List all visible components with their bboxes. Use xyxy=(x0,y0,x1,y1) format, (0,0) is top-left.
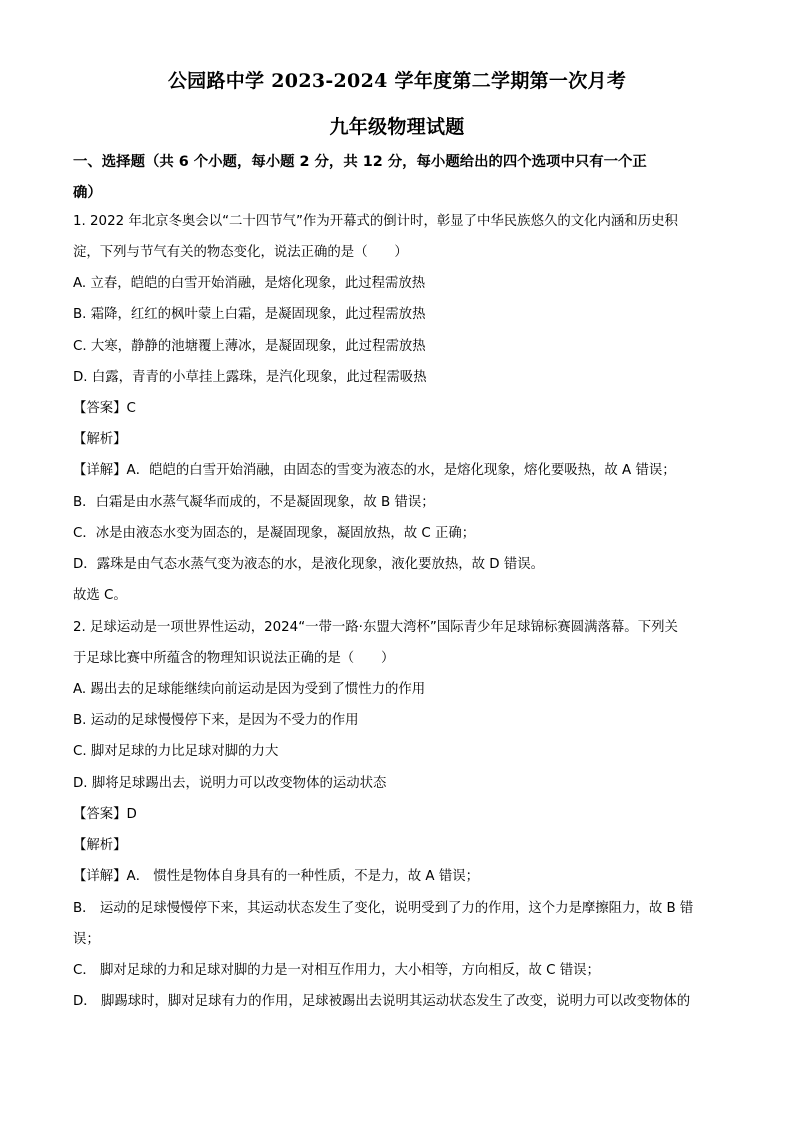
question-1-option-c: C. 大寒，静静的池塘覆上薄冰，是凝固现象，此过程需放热 xyxy=(73,339,426,354)
question-2-detail-line: B． 运动的足球慢慢停下来，其运动状态发生了变化，说明受到了力的作用，这个力是摩擦阻力，故 B 错 xyxy=(73,901,694,916)
exam-subtitle: 九年级物理试题 xyxy=(329,116,465,138)
question-2-option-a: A. 踢出去的足球能继续向前运动是因为受到了惯性力的作用 xyxy=(73,682,426,697)
question-2-option-c: C. 脚对足球的力比足球对脚的力大 xyxy=(73,744,279,759)
exam-title: 公园路中学 2023-2024 学年度第二学期第一次月考 xyxy=(167,70,627,92)
question-2-detail-line: C． 脚对足球的力和足球对脚的力是一对相互作用力，大小相等，方向相反，故 C 错误； xyxy=(73,963,600,978)
question-1-analysis-label: 【解析】 xyxy=(73,432,127,447)
question-1-stem: 1. 2022 年北京冬奥会以“二十四节气”作为开幕式的倒计时，彰显了中华民族悠久的文化内涵和历史积 xyxy=(73,214,678,229)
question-1-stem-continued: 淀，下列与节气有关的物态变化，说法正确的是（ ） xyxy=(73,245,408,260)
section-heading: 一、选择题（共 6 个小题，每小题 2 分，共 12 分，每小题给出的四个选项中只有一个正 xyxy=(73,154,647,170)
section-heading-continued: 确） xyxy=(73,185,102,201)
question-2-detail-line: 误； xyxy=(73,932,100,947)
question-1-detail-line: D．露珠是由气态水蒸气变为液态的水，是液化现象，液化要放热，故 D 错误。 xyxy=(73,557,545,572)
question-1-detail-line: C．冰是由液态水变为固态的，是凝固现象，凝固放热，故 C 正确； xyxy=(73,526,476,541)
question-2-option-b: B. 运动的足球慢慢停下来，是因为不受力的作用 xyxy=(73,713,359,728)
question-2-detail-line: D． 脚踢球时，脚对足球有力的作用，足球被踢出去说明其运动状态发生了改变，说明力可以改变物体的 xyxy=(73,994,691,1009)
question-1-answer: 【答案】C xyxy=(73,401,136,416)
question-2-analysis-label: 【解析】 xyxy=(73,838,127,853)
question-1-detail-line: B．白霜是由水蒸气凝华而成的，不是凝固现象，故 B 错误； xyxy=(73,495,435,510)
question-1-option-a: A. 立春，皑皑的白雪开始消融，是熔化现象，此过程需放热 xyxy=(73,276,426,291)
question-1-conclusion: 故选 C。 xyxy=(73,588,127,603)
question-1-option-d: D. 白露，青青的小草挂上露珠，是汽化现象，此过程需吸热 xyxy=(73,370,427,385)
question-2-detail-line: 【详解】A． 惯性是物体自身具有的一种性质，不是力，故 A 错误； xyxy=(73,869,480,884)
question-2-option-d: D. 脚将足球踢出去，说明力可以改变物体的运动状态 xyxy=(73,776,387,791)
question-1-detail-line: 【详解】A．皑皑的白雪开始消融，由固态的雪变为液态的水，是熔化现象，熔化要吸热，故 A 错误； xyxy=(73,463,676,478)
question-2-stem-continued: 于足球比赛中所蕴含的物理知识说法正确的是（ ） xyxy=(73,651,395,666)
question-2-stem: 2. 足球运动是一项世界性运动，2024“一带一路·东盟大湾杯”国际青少年足球锦标赛圆满落幕。下列关 xyxy=(73,620,678,635)
question-2-answer: 【答案】D xyxy=(73,807,137,822)
question-1-option-b: B. 霜降，红红的枫叶蒙上白霜，是凝固现象，此过程需放热 xyxy=(73,307,426,322)
